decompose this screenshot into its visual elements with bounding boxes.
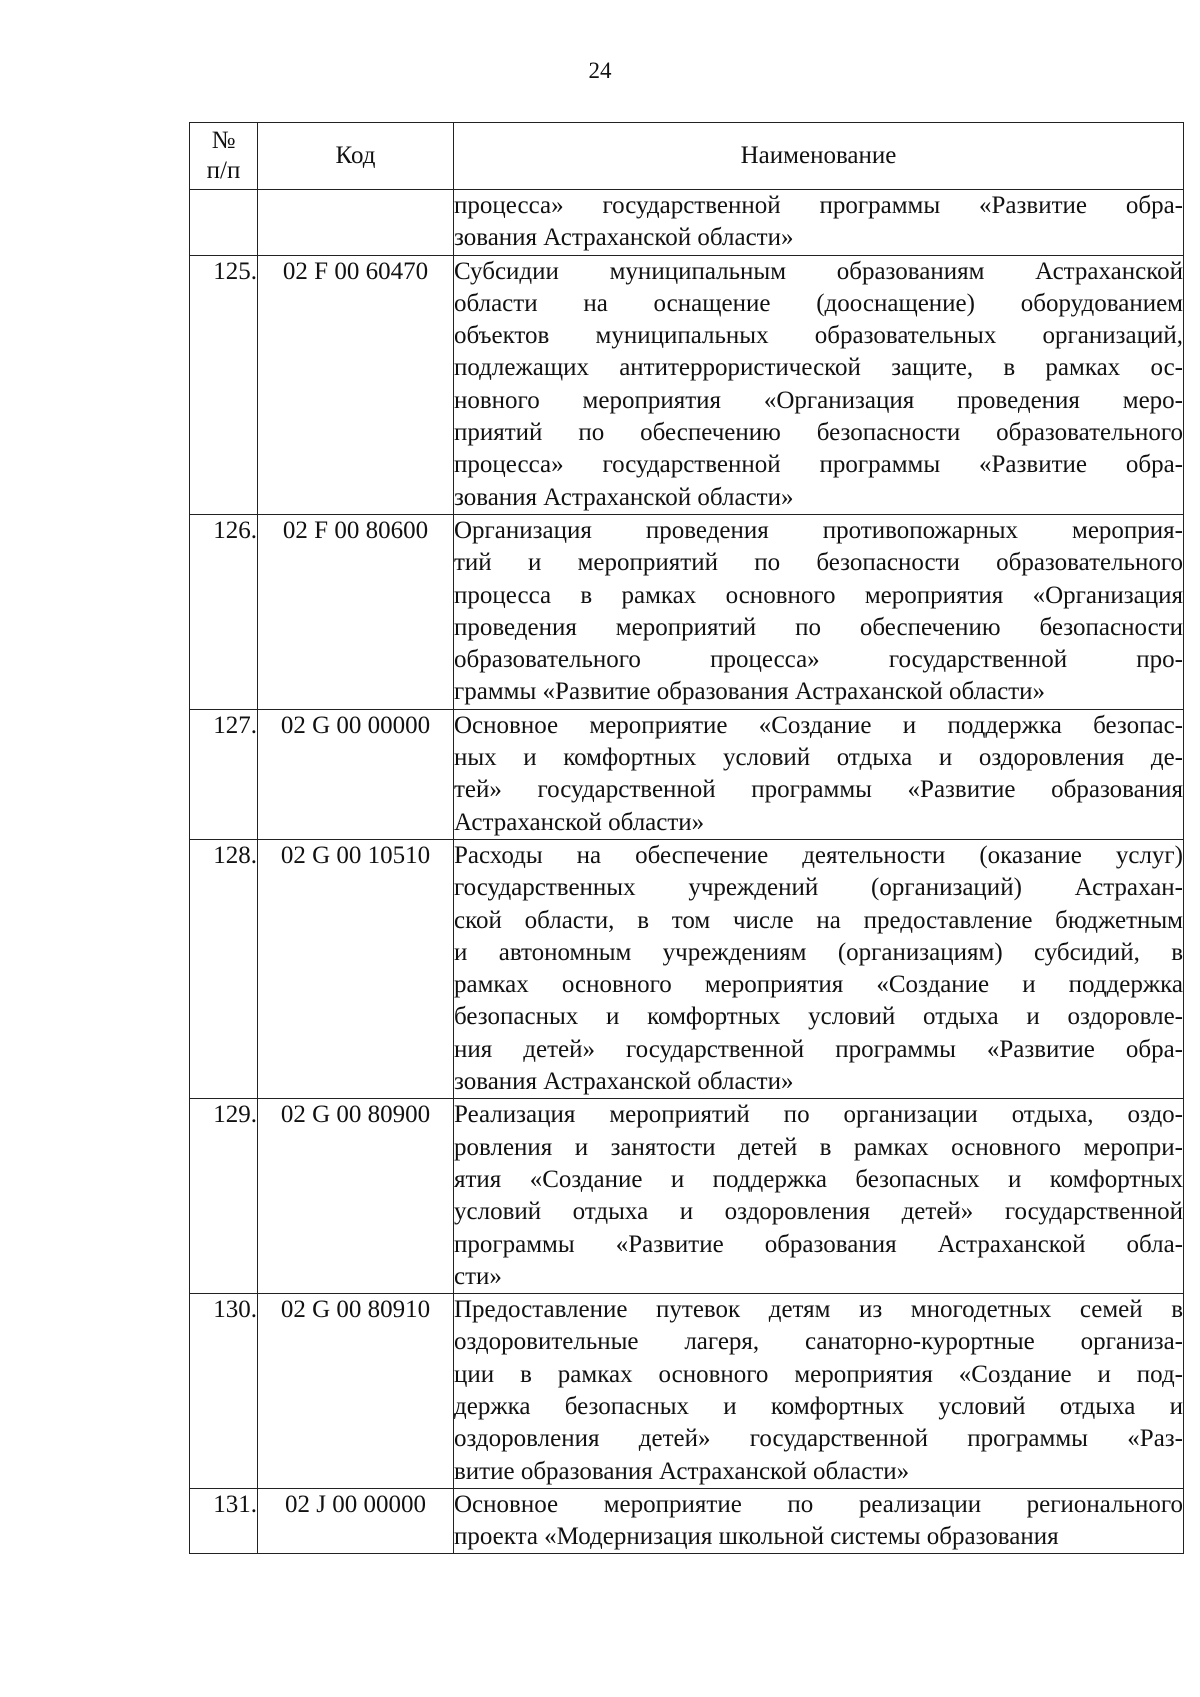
row-number: 126. [190, 514, 258, 709]
row-name-line: тий и мероприятий по безопасности образовательного [454, 549, 1183, 577]
row-name-line: области на оснащение (дооснащение) оборудованием [454, 289, 1183, 317]
row-name-line: витие образования Астраханской области» [454, 1457, 910, 1485]
row-name-line: зования Астраханской области» [454, 1068, 794, 1096]
row-code: 02 G 00 80910 [258, 1294, 454, 1489]
table-row [190, 1294, 1184, 1489]
row-name-line: граммы «Развитие образования Астраханской области» [454, 678, 1046, 706]
table-row [190, 1099, 1184, 1294]
table-row [190, 190, 1184, 256]
row-name-line: образовательного процесса» государственной про- [454, 646, 1183, 674]
row-code: 02 G 00 80900 [258, 1099, 454, 1294]
header-num [190, 123, 258, 190]
row-name-line: оздоровительные лагеря, санаторно-курортные организа- [454, 1328, 1183, 1356]
table-row [190, 839, 1184, 1098]
row-number: 130. [190, 1294, 258, 1489]
row-number: 131. [190, 1488, 258, 1554]
row-name [454, 1099, 1184, 1294]
row-name-line: проекта «Модернизация школьной системы образования [454, 1523, 1059, 1551]
row-name-line: процесса» государственной программы «Развитие обра- [454, 192, 1183, 219]
row-name [454, 190, 1184, 256]
table-row [190, 709, 1184, 839]
row-name-line: условий отдыха и оздоровления детей» государственной [454, 1198, 1183, 1226]
table-row [190, 255, 1184, 514]
row-name-line: зования Астраханской области» [454, 483, 794, 511]
row-name-line: сти» [454, 1262, 502, 1290]
row-code: 02 F 00 60470 [258, 255, 454, 514]
page-number: 24 [588, 58, 612, 83]
row-name-line: ятия «Создание и поддержка безопасных и комфортных [454, 1165, 1183, 1193]
row-name-line: ных и комфортных условий отдыха и оздоровления де- [454, 744, 1183, 772]
row-name-line: Реализация мероприятий по организации отдыха, оздо- [454, 1101, 1183, 1129]
row-name-line: рамках основного мероприятия «Создание и поддержка [454, 971, 1183, 999]
row-name-line: Основное мероприятие «Создание и поддержка безопас- [454, 711, 1183, 739]
row-number [190, 190, 258, 256]
row-code: 02 G 00 00000 [258, 709, 454, 839]
row-name-line: новного мероприятия «Организация проведения меро- [454, 386, 1183, 414]
row-name-line: объектов муниципальных образовательных организаций, [454, 322, 1183, 350]
row-name-line: государственных учреждений (организаций) Астрахан- [454, 874, 1183, 902]
row-name [454, 514, 1184, 709]
row-name-line: Субсидии муниципальным образованиям Астраханской [454, 257, 1183, 285]
row-name-line: ской области, в том числе на предоставление бюджетным [454, 906, 1183, 934]
row-name-line: ровления и занятости детей в рамках основного меропри- [454, 1133, 1183, 1161]
row-name-line: оздоровления детей» государственной программы «Раз- [454, 1425, 1183, 1453]
row-number: 127. [190, 709, 258, 839]
row-name-line: процесса» государственной программы «Развитие обра- [454, 451, 1183, 479]
header-name: Наименование [454, 123, 1184, 190]
row-name [454, 255, 1184, 514]
header-num-line-2: п/п [206, 157, 241, 184]
row-name [454, 1294, 1184, 1489]
row-name-line: программы «Развитие образования Астраханской обла- [454, 1230, 1183, 1258]
row-name [454, 839, 1184, 1098]
row-name [454, 709, 1184, 839]
row-name-line: процесса в рамках основного мероприятия «Организация [454, 581, 1183, 609]
row-name [454, 1488, 1184, 1554]
row-code [258, 190, 454, 256]
table-header-row [190, 123, 1184, 190]
row-number: 128. [190, 839, 258, 1098]
row-name-line: держка безопасных и комфортных условий отдыха и [454, 1392, 1183, 1420]
row-name-line: Расходы на обеспечение деятельности (оказание услуг) [454, 841, 1183, 869]
row-code: 02 J 00 00000 [258, 1488, 454, 1554]
row-name-line: проведения мероприятий по обеспечению безопасности [454, 613, 1183, 641]
row-name-line: приятий по обеспечению безопасности образовательного [454, 419, 1183, 447]
row-name-line: и автономным учреждениям (организациям) субсидий, в [454, 938, 1183, 966]
row-name-line: Организация проведения противопожарных мероприя- [454, 516, 1183, 544]
row-name-line: безопасных и комфортных условий отдыха и оздоровле- [454, 1003, 1183, 1031]
budget-codes-table [189, 122, 1184, 1554]
table-row [190, 1488, 1184, 1554]
row-name-line: зования Астраханской области» [454, 224, 794, 252]
row-number: 125. [190, 255, 258, 514]
row-name-line: Предоставление путевок детям из многодетных семей в [454, 1296, 1183, 1324]
row-number: 129. [190, 1099, 258, 1294]
row-code: 02 G 00 10510 [258, 839, 454, 1098]
row-name-line: тей» государственной программы «Развитие образования [454, 776, 1183, 804]
row-name-line: подлежащих антитеррористической защите, в рамках ос- [454, 354, 1183, 382]
header-code: Код [258, 123, 454, 190]
row-name-line: ции в рамках основного мероприятия «Создание и под- [454, 1360, 1183, 1388]
header-num-line-1: № [211, 127, 236, 154]
row-name-line: Астраханской области» [454, 808, 705, 836]
row-name-line: ния детей» государственной программы «Развитие обра- [454, 1035, 1183, 1063]
table-row [190, 514, 1184, 709]
row-name-line: Основное мероприятие по реализации регионального [454, 1490, 1183, 1518]
row-code: 02 F 00 80600 [258, 514, 454, 709]
